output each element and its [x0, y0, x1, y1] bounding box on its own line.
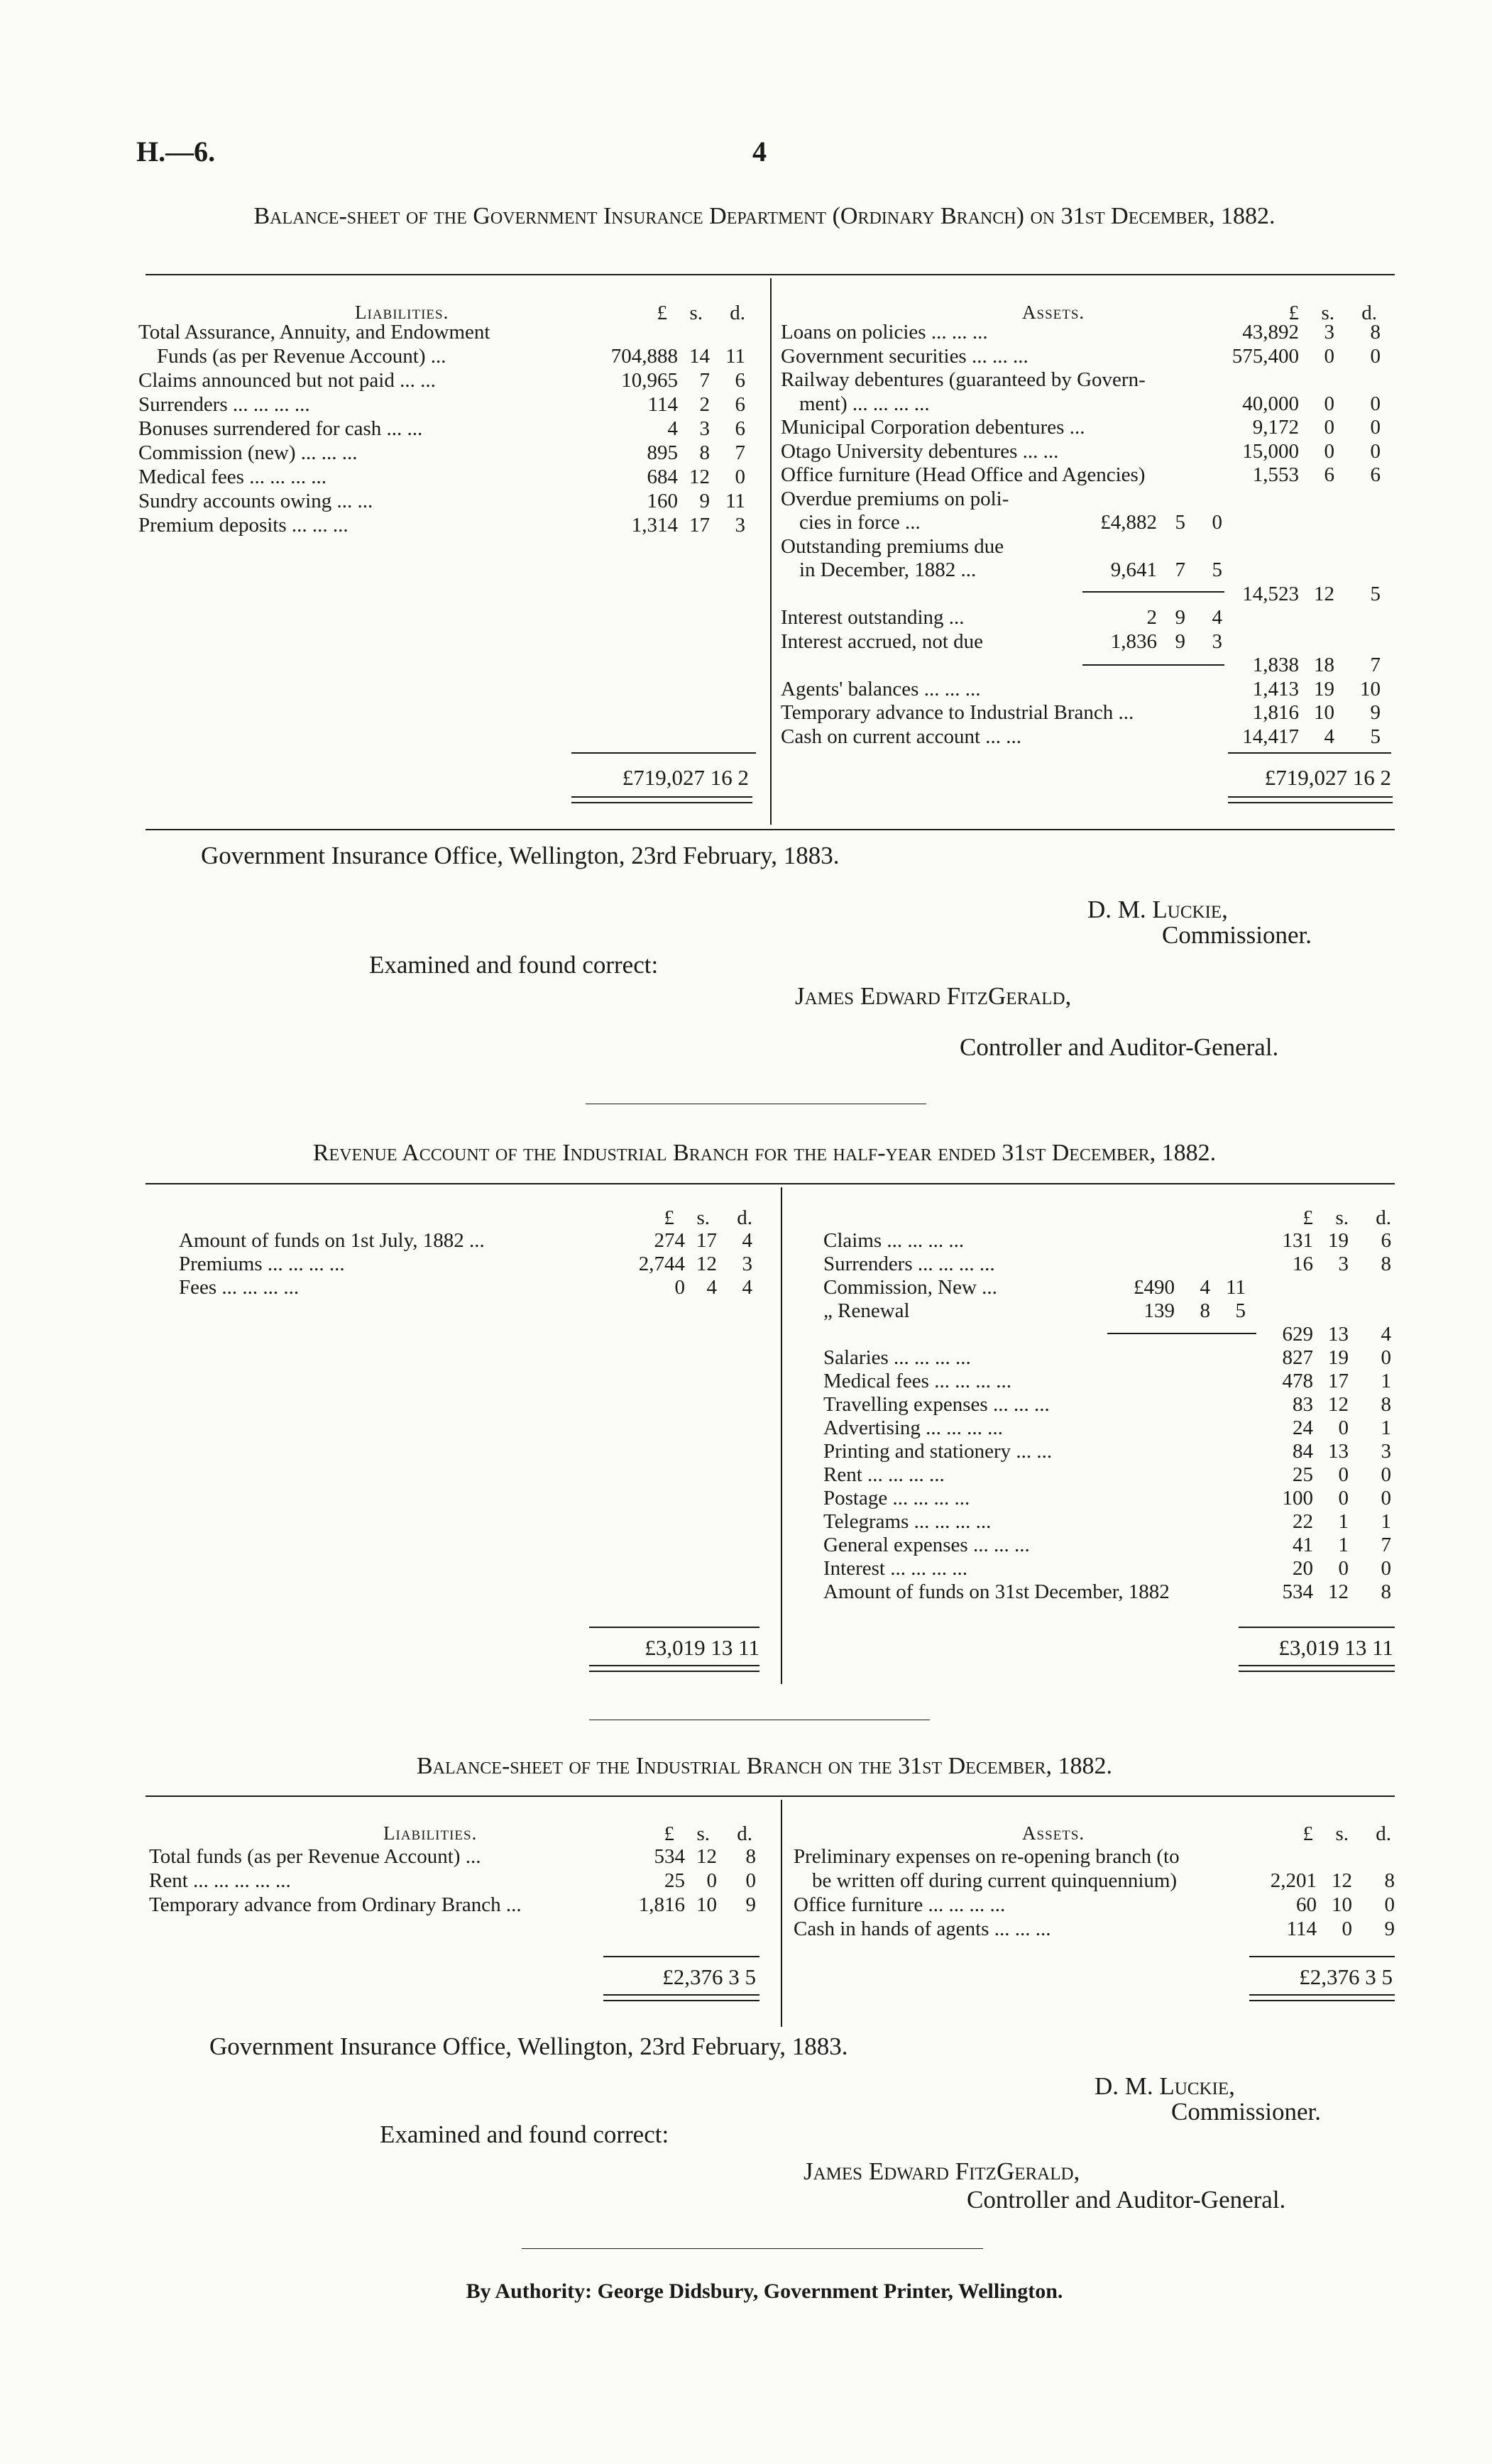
inner-amount-pence: 4 [1212, 606, 1222, 629]
ledger-item-label: Preliminary expenses on re-opening branch (to [794, 1845, 1180, 1868]
ledger-item-label: Office furniture (Head Office and Agencies) [781, 463, 1146, 486]
amount-shillings: 12 [1328, 1393, 1349, 1416]
amount-pounds: 9,172 [1252, 416, 1299, 439]
pounds-col-head: £ [1302, 1206, 1313, 1229]
pounds-col-head: £ [664, 1822, 674, 1845]
pounds-col-head: £ [1288, 302, 1299, 324]
amount-pence: 8 [1381, 1253, 1391, 1275]
assets-heading: Assets. [1022, 302, 1085, 323]
office-date-line: Government Insurance Office, Wellington, 23rd February, 1883. [201, 842, 840, 869]
amount-pounds: 1,838 [1252, 654, 1299, 676]
pence-col-head: d. [1376, 1822, 1391, 1845]
amount-shillings: 12 [689, 466, 710, 488]
liabilities-heading: Liabilities. [383, 1822, 478, 1844]
ledger-item-label: Commission, New ... [823, 1276, 997, 1299]
amount-pence: 3 [742, 1253, 752, 1275]
amount-pounds: 534 [1282, 1580, 1313, 1603]
ledger-item-label: cies in force ... [799, 511, 921, 534]
ledger-item-label: Medical fees ... ... ... ... [138, 466, 327, 488]
amount-pence: 6 [1370, 463, 1381, 486]
ledger-item-label: Travelling expenses ... ... ... [823, 1393, 1050, 1416]
amount-pounds: 2,744 [638, 1253, 685, 1275]
footer-rule [522, 2248, 983, 2249]
amount-shillings: 12 [1314, 582, 1334, 605]
ledger-item-label: Otago University debentures ... ... [781, 439, 1059, 463]
ledger-item-label: Commission (new) ... ... ... [138, 441, 358, 464]
amount-shillings: 0 [1324, 392, 1334, 415]
amount-shillings: 13 [1328, 1323, 1349, 1346]
amount-shillings: 0 [1324, 416, 1334, 439]
amount-shillings: 17 [689, 514, 710, 537]
ordinary-divider [770, 278, 772, 825]
amount-pounds: 1,816 [1252, 701, 1299, 724]
ledger-item-label: Premiums ... ... ... ... [179, 1253, 345, 1275]
amount-pounds: 20 [1293, 1557, 1313, 1580]
amount-pence: 1 [1381, 1417, 1391, 1439]
amount-pence: 4 [1381, 1323, 1391, 1346]
amount-shillings: 14 [689, 345, 710, 368]
liabilities-heading: Liabilities. [355, 302, 449, 323]
amount-pence: 0 [1381, 1463, 1391, 1486]
amount-shillings: 10 [696, 1893, 717, 1916]
shillings-col-head: s. [696, 1822, 710, 1845]
amount-shillings: 6 [1324, 463, 1334, 486]
amount-pence: 9 [1370, 701, 1381, 724]
subtotal-rule [1107, 1333, 1256, 1334]
inner-amount-pence: 5 [1235, 1299, 1246, 1322]
amount-shillings: 12 [1328, 1580, 1349, 1603]
amount-pounds: 629 [1282, 1323, 1313, 1346]
ledger-item-label: Printing and stationery ... ... [823, 1440, 1053, 1463]
amount-shillings: 0 [1324, 439, 1334, 463]
amount-pounds: 1,816 [638, 1893, 685, 1916]
amount-pounds: 60 [1296, 1893, 1317, 1916]
ordinary-liabilities-total: £719,027 16 2 [622, 765, 749, 790]
amount-pence: 8 [1370, 321, 1381, 343]
ledger-item-label: „ Renewal [823, 1299, 910, 1322]
amount-pence: 8 [745, 1845, 756, 1868]
amount-shillings: 12 [696, 1253, 717, 1275]
ledger-item-label: Claims ... ... ... ... [823, 1229, 965, 1252]
industrial-balance-title: Balance-sheet of the Industrial Branch on the 31st December, 1882. [416, 1753, 1113, 1779]
amount-pounds: 895 [647, 441, 678, 464]
inner-amount-pounds: 9,641 [1110, 559, 1157, 581]
ledger-item-label: Rent ... ... ... ... [823, 1463, 945, 1486]
total-double-rule [589, 1665, 759, 1672]
amount-pounds: 114 [647, 393, 678, 416]
page-number: 4 [752, 136, 767, 167]
amount-pence: 3 [735, 514, 745, 537]
total-rule [1239, 1627, 1395, 1628]
amount-pence: 7 [1381, 1534, 1391, 1556]
ledger-item-label: General expenses ... ... ... [823, 1534, 1030, 1556]
amount-shillings: 0 [706, 1869, 717, 1892]
inner-amount-shillings: 9 [1175, 606, 1185, 629]
amount-pence: 8 [1381, 1393, 1391, 1416]
ledger-item-label: Temporary advance from Ordinary Branch ... [149, 1893, 522, 1916]
amount-pounds: 4 [667, 417, 678, 440]
amount-shillings: 4 [1324, 725, 1334, 748]
amount-pence: 6 [735, 393, 745, 416]
amount-pence: 4 [742, 1276, 752, 1299]
ledger-item-label: Loans on policies ... ... ... [781, 321, 988, 343]
amount-shillings: 10 [1314, 701, 1334, 724]
ledger-item-label: Claims announced but not paid ... ... [138, 369, 436, 392]
examined-note: Examined and found correct: [369, 951, 659, 979]
assets-heading: Assets. [1022, 1822, 1085, 1844]
amount-pounds: 10,965 [621, 369, 678, 392]
amount-pence: 0 [735, 466, 745, 488]
ledger-item-label: Sundry accounts owing ... ... [138, 490, 373, 512]
auditor-name: James Edward FitzGerald, [795, 982, 1072, 1010]
amount-pounds: 83 [1293, 1393, 1313, 1416]
examined-note: Examined and found correct: [380, 2121, 669, 2148]
amount-pounds: 478 [1282, 1370, 1313, 1392]
amount-shillings: 17 [696, 1229, 717, 1252]
ledger-item-label: Agents' balances ... ... ... [781, 677, 981, 700]
industrial-liabilities-total: £2,376 3 5 [662, 1964, 756, 1989]
pence-col-head: d. [1361, 302, 1377, 324]
inner-amount-pounds: £4,882 [1100, 511, 1157, 534]
amount-pounds: 40,000 [1242, 392, 1299, 415]
amount-shillings: 10 [1332, 1893, 1352, 1916]
amount-shillings: 0 [1338, 1487, 1349, 1509]
amount-pence: 0 [1381, 1346, 1391, 1369]
amount-pounds: 114 [1286, 1918, 1317, 1940]
auditor-name: James Edward FitzGerald, [803, 2157, 1080, 2185]
amount-pence: 0 [745, 1869, 756, 1892]
ledger-item-label: Interest outstanding ... [781, 606, 965, 629]
shillings-col-head: s. [689, 302, 703, 324]
revenue-top-rule [146, 1183, 1395, 1184]
total-double-rule [1249, 1994, 1395, 2001]
ledger-item-label: ment) ... ... ... ... [799, 392, 930, 415]
inner-amount-pence: 5 [1212, 559, 1222, 581]
amount-pence: 8 [1384, 1869, 1395, 1892]
amount-pounds: 1,553 [1252, 463, 1299, 486]
inner-amount-pounds: £490 [1134, 1276, 1175, 1299]
amount-pence: 5 [1370, 582, 1381, 605]
amount-pence: 6 [735, 369, 745, 392]
inner-amount-shillings: 9 [1175, 629, 1185, 653]
inner-amount-pence: 11 [1226, 1276, 1246, 1299]
amount-shillings: 0 [1338, 1417, 1349, 1439]
inner-amount-shillings: 5 [1175, 511, 1185, 534]
amount-pounds: 1,413 [1252, 677, 1299, 700]
inner-amount-shillings: 8 [1200, 1299, 1210, 1322]
inner-amount-shillings: 4 [1200, 1276, 1210, 1299]
amount-shillings: 7 [699, 369, 710, 392]
amount-pounds: 575,400 [1232, 344, 1299, 368]
amount-pence: 0 [1370, 416, 1381, 439]
ordinary-bottom-rule [146, 829, 1395, 830]
industrial-assets-total: £2,376 3 5 [1299, 1964, 1393, 1989]
amount-pence: 8 [1381, 1580, 1391, 1603]
ledger-item-label: Rent ... ... ... ... ... [149, 1869, 291, 1892]
ordinary-top-rule [146, 274, 1395, 275]
inner-amount-pounds: 139 [1143, 1299, 1175, 1322]
amount-pounds: 22 [1293, 1510, 1313, 1533]
amount-pence: 6 [1381, 1229, 1391, 1252]
amount-shillings: 12 [1332, 1869, 1352, 1892]
shillings-col-head: s. [1321, 302, 1334, 324]
amount-pounds: 100 [1282, 1487, 1313, 1509]
commissioner-title: Commissioner. [1171, 2098, 1321, 2125]
total-double-rule [1239, 1665, 1395, 1672]
ledger-item-label: Bonuses surrendered for cash ... ... [138, 417, 423, 440]
amount-pence: 11 [725, 345, 745, 368]
amount-pence: 5 [1370, 725, 1381, 748]
industrial-divider [781, 1800, 782, 2027]
ordinary-assets-total: £719,027 16 2 [1264, 765, 1391, 790]
amount-pounds: 41 [1293, 1534, 1313, 1556]
ledger-item-label: Salaries ... ... ... ... [823, 1346, 971, 1369]
ledger-item-label: Overdue premiums on poli- [781, 487, 1009, 510]
ledger-item-label: Railway debentures (guaranteed by Govern- [781, 368, 1146, 391]
revenue-credit-total: £3,019 13 11 [644, 1635, 759, 1660]
ledger-item-label: Medical fees ... ... ... ... [823, 1370, 1011, 1392]
amount-shillings: 12 [696, 1845, 717, 1868]
amount-pence: 3 [1381, 1440, 1391, 1463]
amount-pounds: 704,888 [610, 345, 678, 368]
ledger-item-label: Outstanding premiums due [781, 534, 1004, 558]
amount-pounds: 160 [647, 490, 678, 512]
commissioner-name: D. M. Luckie, [1087, 896, 1228, 923]
amount-pounds: 25 [664, 1869, 685, 1892]
amount-pence: 9 [745, 1893, 756, 1916]
shillings-col-head: s. [696, 1206, 710, 1229]
total-rule [603, 1956, 759, 1957]
amount-shillings: 0 [1338, 1557, 1349, 1580]
amount-pounds: 14,417 [1242, 725, 1299, 748]
shillings-col-head: s. [1335, 1206, 1349, 1229]
amount-shillings: 2 [699, 393, 710, 416]
amount-pounds: 1,314 [631, 514, 678, 537]
ledger-item-label: Surrenders ... ... ... ... [138, 393, 310, 416]
office-date-line: Government Insurance Office, Wellington, 23rd February, 1883. [209, 2033, 848, 2060]
amount-pence: 4 [742, 1229, 752, 1252]
inner-amount-shillings: 7 [1175, 559, 1185, 581]
shillings-col-head: s. [1335, 1822, 1349, 1845]
amount-pounds: 827 [1282, 1346, 1313, 1369]
pounds-col-head: £ [664, 1206, 674, 1229]
commissioner-name: D. M. Luckie, [1095, 2072, 1235, 2100]
revenue-account-title: Revenue Account of the Industrial Branch for the half-year ended 31st December, 1882. [312, 1140, 1217, 1166]
amount-shillings: 19 [1314, 677, 1334, 700]
amount-pounds: 534 [654, 1845, 685, 1868]
amount-shillings: 19 [1328, 1346, 1349, 1369]
amount-pounds: 84 [1293, 1440, 1313, 1463]
industrial-top-rule [146, 1795, 1395, 1797]
ledger-item-label: Government securities ... ... ... [781, 344, 1029, 368]
amount-shillings: 3 [1324, 321, 1334, 343]
amount-pence: 1 [1381, 1370, 1391, 1392]
ledger-item-label: in December, 1882 ... [799, 559, 977, 581]
total-double-rule [571, 796, 752, 803]
revenue-divider [781, 1187, 782, 1684]
pence-col-head: d. [737, 1206, 752, 1229]
ledger-item-label: Advertising ... ... ... ... [823, 1417, 1003, 1439]
revenue-debit-total: £3,019 13 11 [1278, 1635, 1393, 1660]
amount-pounds: 14,523 [1242, 582, 1299, 605]
amount-shillings: 0 [1342, 1918, 1352, 1940]
subtotal-rule [1082, 664, 1224, 666]
subtotal-rule [1082, 591, 1224, 593]
amount-shillings: 0 [1338, 1463, 1349, 1486]
amount-shillings: 17 [1328, 1370, 1349, 1392]
amount-pounds: 684 [647, 466, 678, 488]
amount-pence: 10 [1360, 677, 1381, 700]
total-rule [1228, 752, 1391, 754]
amount-pence: 9 [1384, 1918, 1395, 1940]
amount-pence: 11 [725, 490, 745, 512]
amount-shillings: 8 [699, 441, 710, 464]
ledger-item-label: Telegrams ... ... ... ... [823, 1510, 992, 1533]
auditor-title: Controller and Auditor-General. [967, 2186, 1286, 2213]
document-reference: H.—6. [136, 136, 216, 167]
amount-pence: 0 [1381, 1487, 1391, 1509]
amount-shillings: 18 [1314, 654, 1334, 676]
amount-shillings: 1 [1338, 1534, 1349, 1556]
amount-pence: 0 [1370, 439, 1381, 463]
pounds-col-head: £ [1302, 1822, 1313, 1845]
amount-pounds: 43,892 [1242, 321, 1299, 343]
ledger-item-label: Interest ... ... ... ... [823, 1557, 967, 1580]
total-rule [1249, 1956, 1395, 1957]
ledger-item-label: Cash in hands of agents ... ... ... [794, 1918, 1051, 1940]
amount-pence: 7 [735, 441, 745, 464]
ledger-item-label: Cash on current account ... ... [781, 725, 1022, 748]
amount-pounds: 274 [654, 1229, 685, 1252]
amount-pence: 1 [1381, 1510, 1391, 1533]
amount-pounds: 0 [674, 1276, 685, 1299]
pence-col-head: d. [1376, 1206, 1391, 1229]
amount-pence: 0 [1370, 392, 1381, 415]
inner-amount-pounds: 1,836 [1110, 629, 1157, 653]
amount-pence: 7 [1370, 654, 1381, 676]
amount-shillings: 3 [1338, 1253, 1349, 1275]
ledger-item-label: Premium deposits ... ... ... [138, 514, 349, 537]
amount-shillings: 19 [1328, 1229, 1349, 1252]
amount-shillings: 4 [706, 1276, 717, 1299]
commissioner-title: Commissioner. [1162, 921, 1312, 949]
amount-pence: 0 [1384, 1893, 1395, 1916]
total-double-rule [1228, 796, 1393, 803]
ledger-item-label: Interest accrued, not due [781, 629, 984, 653]
ledger-item-label: Total funds (as per Revenue Account) ... [149, 1845, 481, 1868]
ledger-item-label: Amount of funds on 1st July, 1882 ... [179, 1229, 485, 1252]
pence-col-head: d. [730, 302, 745, 324]
ledger-item-label: Municipal Corporation debentures ... [781, 416, 1085, 439]
total-rule [571, 752, 756, 754]
amount-pounds: 131 [1282, 1229, 1313, 1252]
ledger-item-label: Funds (as per Revenue Account) ... [157, 345, 446, 368]
amount-shillings: 13 [1328, 1440, 1349, 1463]
amount-pence: 6 [735, 417, 745, 440]
amount-shillings: 1 [1338, 1510, 1349, 1533]
amount-pence: 0 [1381, 1557, 1391, 1580]
total-double-rule [603, 1994, 759, 2001]
amount-pence: 0 [1370, 344, 1381, 368]
amount-shillings: 9 [699, 490, 710, 512]
ledger-item-label: Temporary advance to Industrial Branch ... [781, 701, 1134, 724]
inner-amount-pence: 3 [1212, 629, 1222, 653]
total-rule [589, 1627, 759, 1628]
pence-col-head: d. [737, 1822, 752, 1845]
amount-shillings: 0 [1324, 344, 1334, 368]
inner-amount-pounds: 2 [1146, 606, 1157, 629]
amount-pounds: 24 [1293, 1417, 1313, 1439]
ledger-item-label: Amount of funds on 31st December, 1882 [823, 1580, 1170, 1603]
ledger-item-label: be written off during current quinquennium) [812, 1869, 1178, 1892]
amount-shillings: 3 [699, 417, 710, 440]
amount-pounds: 15,000 [1242, 439, 1299, 463]
auditor-title: Controller and Auditor-General. [960, 1033, 1279, 1061]
amount-pounds: 25 [1293, 1463, 1313, 1486]
ledger-item-label: Office furniture ... ... ... ... [794, 1893, 1006, 1916]
ledger-item-label: Fees ... ... ... ... [179, 1276, 300, 1299]
inner-amount-pence: 0 [1212, 511, 1222, 534]
ledger-item-label: Total Assurance, Annuity, and Endowment [138, 321, 490, 343]
ledger-item-label: Surrenders ... ... ... ... [823, 1253, 995, 1275]
pounds-col-head: £ [657, 302, 667, 324]
printer-imprint: By Authority: George Didsbury, Government Printer, Wellington. [466, 2279, 1063, 2303]
ordinary-balance-title: Balance-sheet of the Government Insurance Department (Ordinary Branch) on 31st December, 1882. [253, 203, 1276, 229]
amount-pounds: 16 [1293, 1253, 1313, 1275]
ledger-item-label: Postage ... ... ... ... [823, 1487, 970, 1509]
amount-pounds: 2,201 [1270, 1869, 1317, 1892]
